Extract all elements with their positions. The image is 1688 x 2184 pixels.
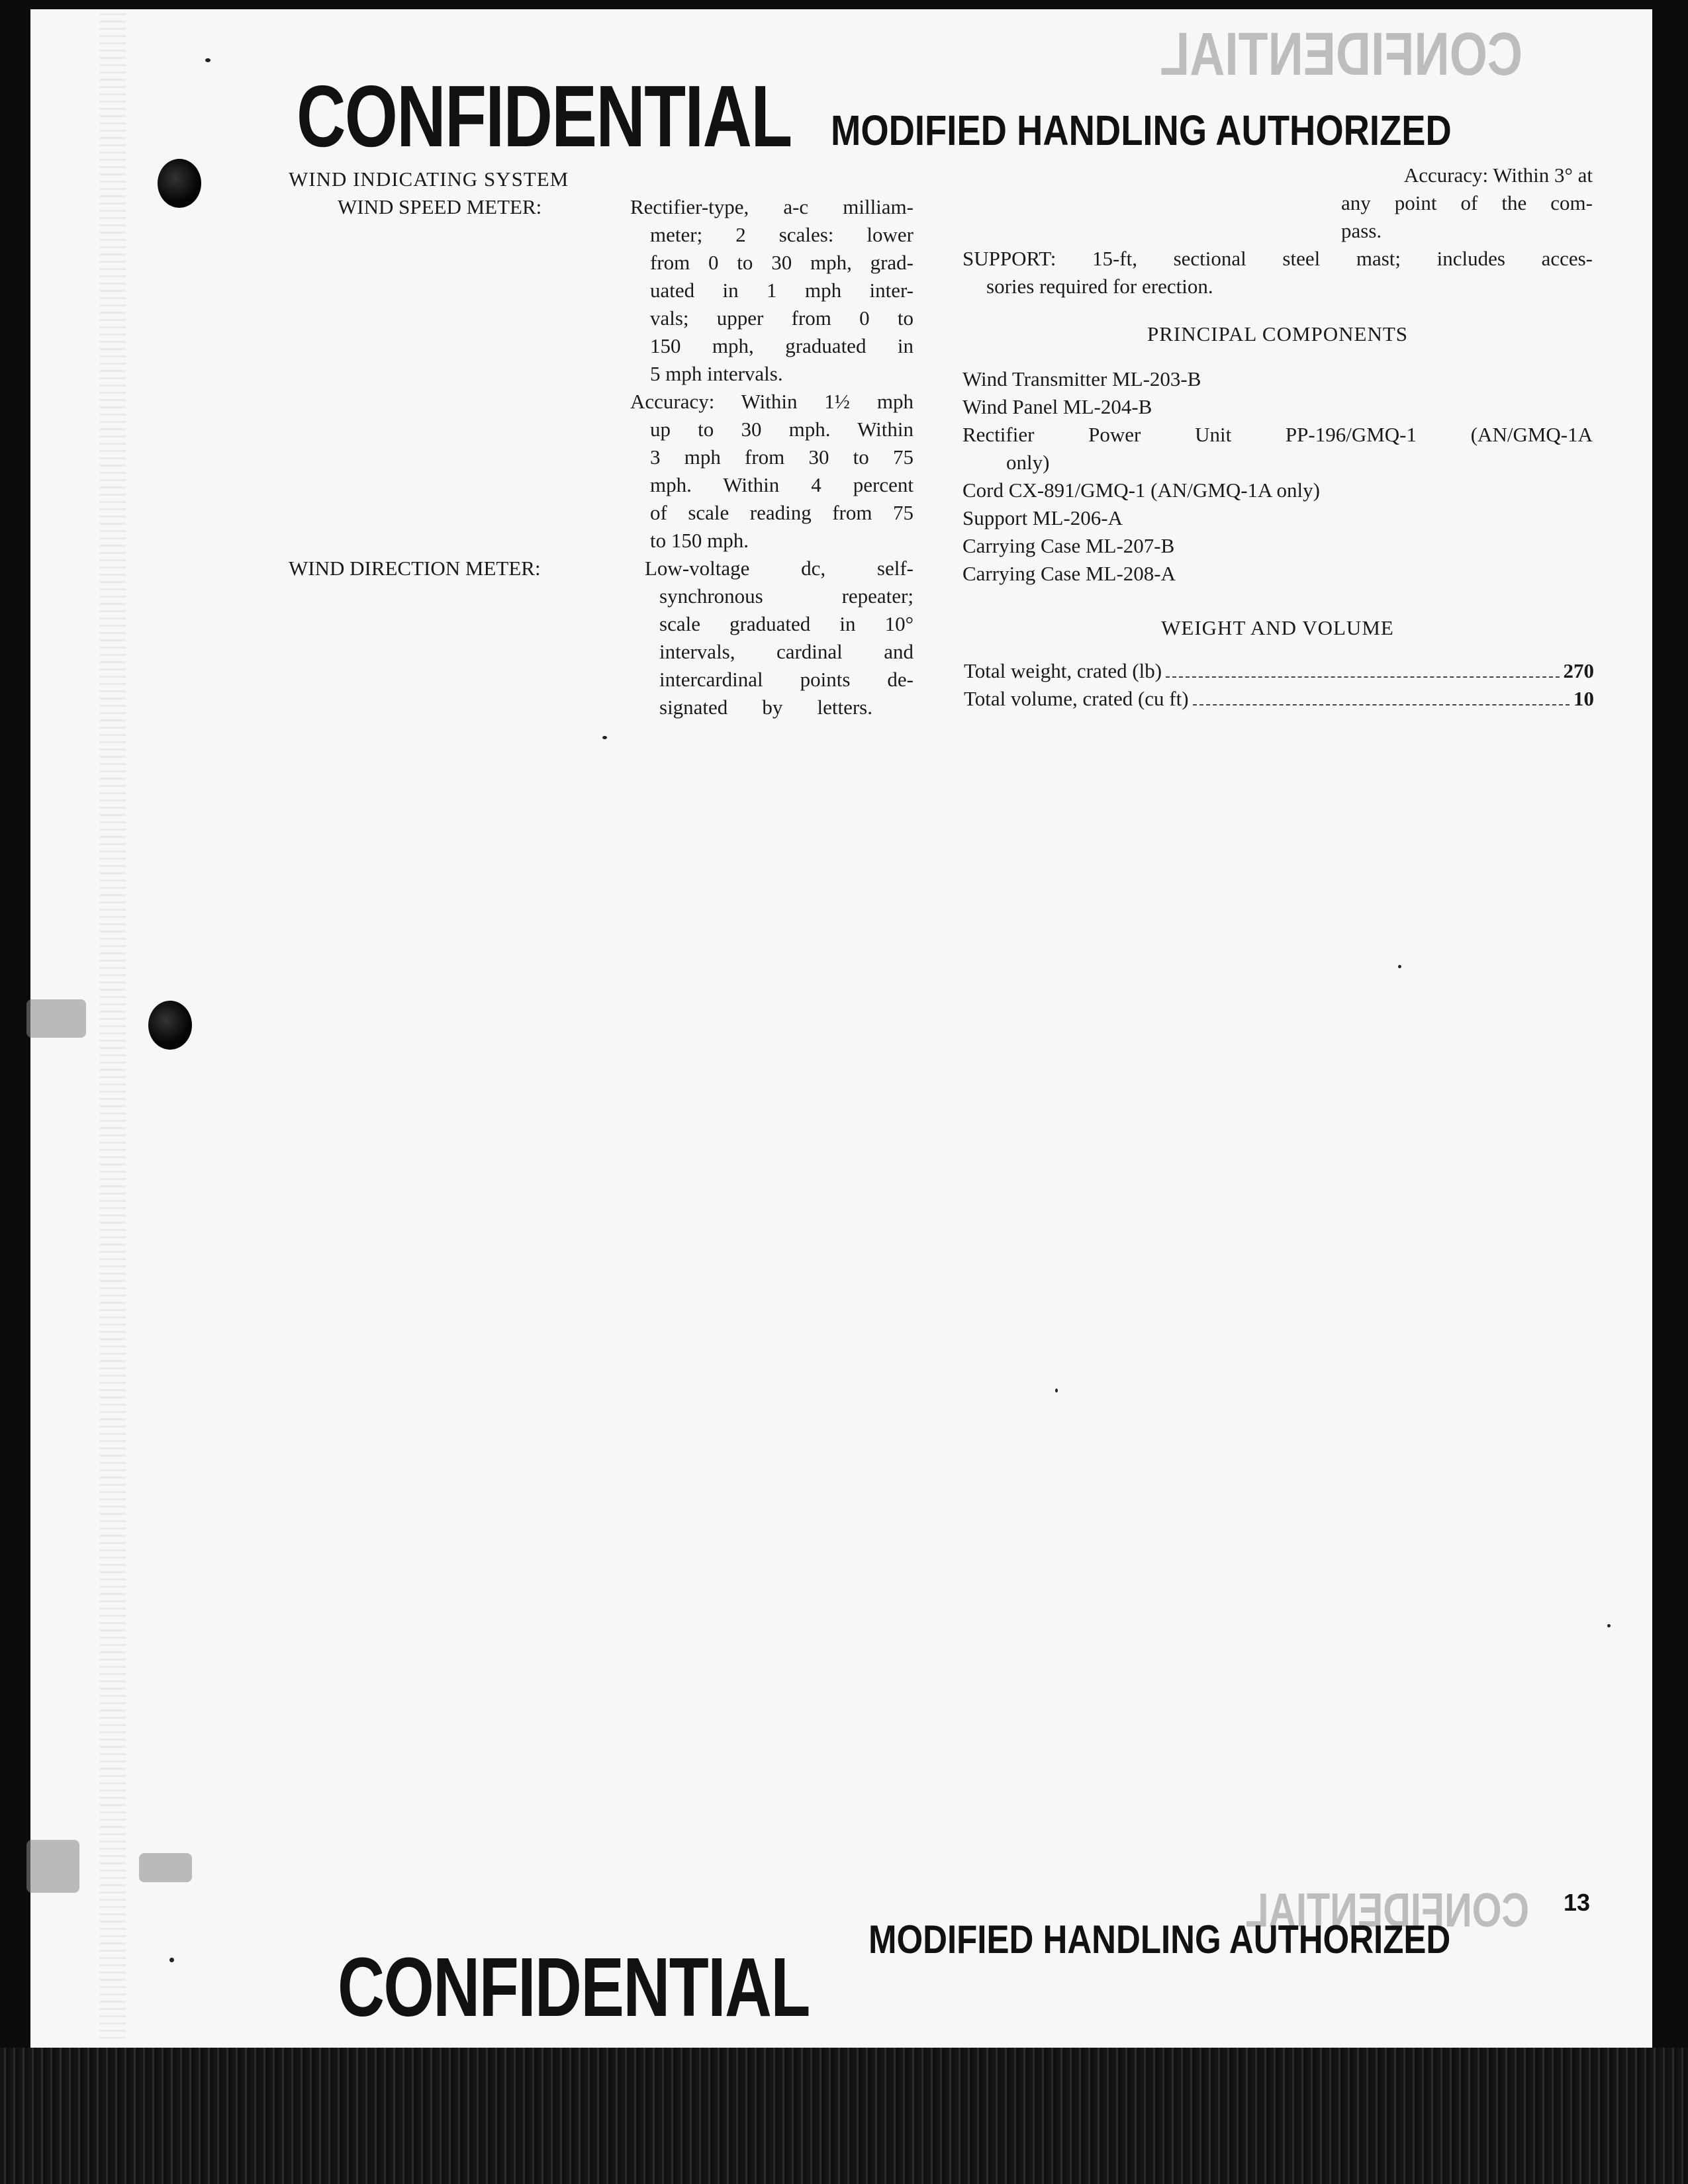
weight-row — [964, 659, 1594, 683]
description-line: from 0 to 30 mph, grad- — [650, 251, 914, 274]
description-line: synchronous repeater; — [659, 584, 914, 608]
accuracy-line: 3 mph from 30 to 75 — [650, 445, 914, 469]
accuracy-line: Accuracy: Within 3° at — [1403, 163, 1593, 187]
list-item: only) — [1006, 451, 1050, 474]
accuracy-line: up to 30 mph. Within — [650, 418, 914, 441]
list-item: Wind Panel ML-204-B — [962, 395, 1152, 418]
support-line: SUPPORT: 15-ft, sectional steel mast; includes acces- — [962, 247, 1593, 270]
volume-label: Total volume, crated (cu ft) — [964, 687, 1189, 710]
wind-direction-accuracy — [1317, 161, 1593, 245]
accuracy-line: mph. Within 4 percent — [650, 473, 914, 496]
footer-classification-stamp: CONFIDENTIAL — [338, 1940, 810, 2034]
wind-direction-meter-label: WIND DIRECTION METER: — [289, 557, 541, 580]
scan-speck — [169, 1958, 174, 1962]
scan-speck — [205, 58, 211, 62]
footer-handling-stamp: MODIFIED HANDLING AUTHORIZED — [868, 1917, 1451, 1962]
binder-clip-mark — [139, 1853, 192, 1882]
accuracy-line: to 150 mph. — [650, 529, 749, 552]
wind-speed-meter-label: WIND SPEED METER: — [338, 195, 542, 218]
list-item: Carrying Case ML-207-B — [962, 534, 1175, 557]
binder-clip-mark — [26, 1840, 79, 1893]
weight-value: 270 — [1563, 659, 1594, 682]
description-line: meter; 2 scales: lower — [650, 223, 914, 246]
description-line: vals; upper from 0 to — [650, 306, 914, 330]
description-line: Low-voltage dc, self- — [645, 557, 914, 580]
list-item: Rectifier Power Unit PP-196/GMQ-1 (AN/GMQ-1A — [962, 423, 1593, 446]
volume-row — [964, 687, 1594, 711]
wind-speed-accuracy — [630, 388, 914, 555]
scan-speck — [1055, 1388, 1058, 1392]
support-line: sories required for erection. — [986, 275, 1213, 298]
accuracy-line: Accuracy: Within 1½ mph — [630, 390, 914, 413]
leader-dots — [1193, 704, 1570, 705]
description-line: scale graduated in 10° — [659, 612, 914, 635]
scan-speck — [602, 736, 607, 739]
list-item: Wind Transmitter ML-203-B — [962, 367, 1201, 390]
weight-volume-heading: WEIGHT AND VOLUME — [1161, 616, 1394, 639]
wind-speed-meter-description — [630, 193, 914, 388]
punch-hole-top — [158, 159, 201, 208]
scan-speck — [1398, 965, 1401, 968]
page-number: 13 — [1564, 1889, 1591, 1916]
description-line: intercardinal points de- — [659, 668, 914, 691]
scan-background — [0, 2048, 1688, 2184]
description-line: uated in 1 mph inter- — [650, 279, 914, 302]
volume-value: 10 — [1573, 687, 1594, 710]
leader-dots — [1166, 676, 1559, 678]
description-line: 150 mph, graduated in — [650, 334, 914, 357]
description-line: 5 mph intervals. — [650, 362, 783, 385]
description-line: intervals, cardinal and — [659, 640, 914, 663]
binding-edge — [99, 13, 126, 2038]
weight-label: Total weight, crated (lb) — [964, 659, 1162, 682]
list-item: Support ML-206-A — [962, 506, 1123, 529]
wind-direction-meter-description — [645, 555, 914, 721]
header-classification-stamp: CONFIDENTIAL — [297, 68, 792, 165]
principal-components-heading: PRINCIPAL COMPONENTS — [1147, 322, 1409, 345]
list-item: Cord CX-891/GMQ-1 (AN/GMQ-1A only) — [962, 478, 1320, 502]
components-list — [962, 365, 1593, 588]
description-line: Rectifier-type, a-c milliam- — [630, 195, 914, 218]
support-paragraph — [962, 245, 1593, 300]
header-handling-stamp: MODIFIED HANDLING AUTHORIZED — [831, 107, 1452, 154]
punch-hole-middle — [148, 1001, 192, 1050]
accuracy-line: of scale reading from 75 — [650, 501, 914, 524]
list-item: Carrying Case ML-208-A — [962, 562, 1176, 585]
binder-clip-mark — [26, 999, 86, 1038]
accuracy-line: any point of the com- — [1341, 191, 1593, 214]
section-title: WIND INDICATING SYSTEM — [289, 167, 569, 191]
accuracy-line: pass. — [1341, 219, 1382, 242]
ghost-stamp-bleedthrough: CONFIDENTIAL — [1245, 1884, 1529, 1937]
description-line: signated by letters. — [659, 696, 872, 719]
ghost-stamp-bleedthrough: CONFIDENTIAL — [1160, 21, 1523, 88]
scan-speck — [1607, 1624, 1611, 1627]
